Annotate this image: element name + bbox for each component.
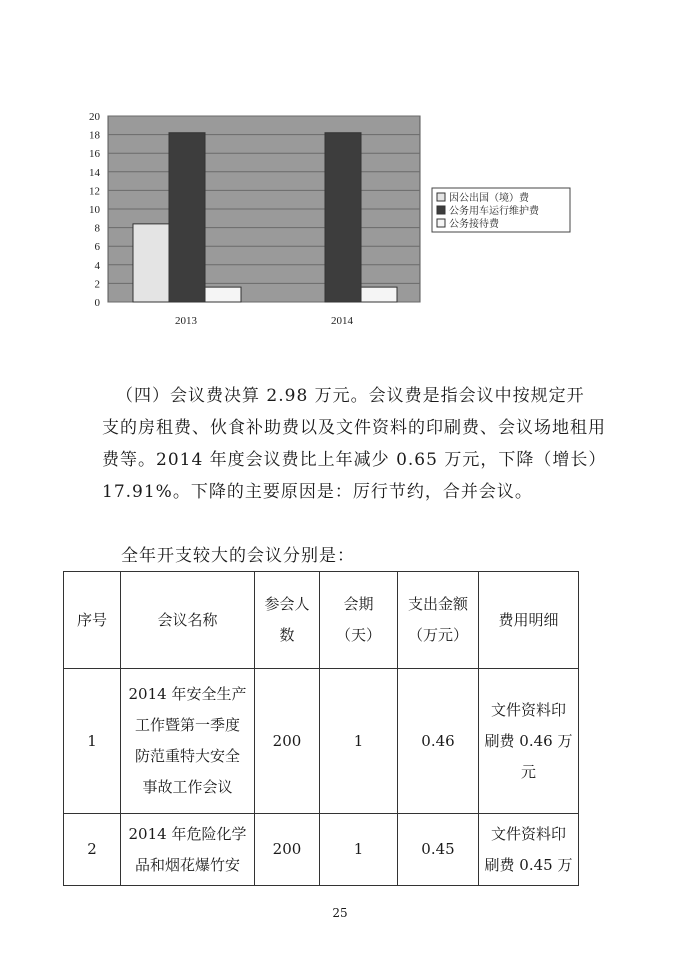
table-header-row [64,572,579,669]
header-text: 费用明细 [498,610,559,629]
legend-label: 因公出国（境）费 [449,193,529,204]
cell-text: 刷费 0.46 万 [484,731,573,750]
cell-text: 工作暨第一季度 [134,716,240,734]
header-text: 支出金额 [407,595,468,613]
table-row [64,814,579,886]
legend-swatch [437,219,445,227]
bar [205,287,241,302]
bar [169,133,205,302]
y-tick-label: 10 [89,204,100,216]
header-name [121,572,255,669]
cell-days: 1 [320,669,398,814]
legend-label: 公务用车运行维护费 [449,206,539,217]
page-number: 25 [332,906,348,920]
cell-text: 文件资料印 [490,700,566,719]
table-intro: 全年开支较大的会议分别是： [121,546,355,566]
cell-text: 元 [520,762,536,781]
legend-label: 公务接待费 [449,219,499,230]
header-text: 会期 [343,595,374,613]
x-axis-ticks [175,315,354,327]
cell-name [121,669,255,814]
y-tick-label: 18 [89,129,100,142]
y-axis-ticks [89,111,101,309]
table-row [64,669,579,814]
cell-days: 1 [320,814,398,886]
y-tick-label: 12 [89,185,100,198]
header-text: 序号 [76,610,107,629]
header-amount [398,572,479,669]
cell-text: 刷费 0.45 万 [484,855,573,874]
x-tick-label: 2013 [175,315,197,327]
y-tick-label: 0 [94,297,100,309]
header-attendees [255,572,320,669]
bar [133,224,169,302]
y-tick-label: 2 [94,278,100,291]
paragraph-line: （四）会议费决算 2.98 万元。会议费是指会议中按规定开 [116,386,585,406]
cell-no: 2 [64,814,121,886]
cell-attendees: 200 [255,814,320,886]
bar [325,133,361,302]
bar [361,287,397,302]
cell-detail [479,669,579,814]
expense-bar-chart [60,100,580,335]
legend-swatch [437,206,445,214]
header-text: （万元） [407,626,468,644]
meeting-table [63,571,579,886]
header-text: 参会人 [264,595,310,613]
cell-amount: 0.45 [398,814,479,886]
header-days [320,572,398,669]
legend [432,188,570,232]
x-tick-label: 2014 [331,315,353,327]
y-tick-label: 8 [94,222,100,235]
y-tick-label: 14 [89,166,100,179]
paragraph-line: 17.91%。下降的主要原因是：厉行节约，合并会议。 [102,482,533,502]
y-tick-label: 4 [94,259,100,272]
y-tick-label: 20 [89,111,100,123]
header-no [64,572,121,669]
meeting-expense-paragraph [102,380,607,508]
cell-text: 2014 年危险化学 [128,824,247,843]
header-text: 会议名称 [157,610,218,629]
header-text: 数 [279,626,295,644]
cell-text: 事故工作会议 [142,778,233,796]
cell-text: 品和烟花爆竹安 [134,855,240,874]
y-tick-label: 6 [94,241,100,254]
y-tick-label: 16 [89,148,100,161]
cell-amount: 0.46 [398,669,479,814]
cell-text: 2014 年安全生产 [128,685,247,703]
cell-name [121,814,255,886]
header-text: （天） [335,626,381,644]
legend-swatch [437,193,445,201]
cell-text: 防范重特大安全 [134,747,240,765]
cell-attendees: 200 [255,669,320,814]
cell-detail [479,814,579,886]
header-detail [479,572,579,669]
cell-text: 文件资料印 [490,824,566,843]
cell-no: 1 [64,669,121,814]
paragraph-line: 费等。2014 年度会议费比上年减少 0.65 万元，下降（增长） [102,450,607,470]
paragraph-line: 支的房租费、伙食补助费以及文件资料的印刷费、会议场地租用 [102,418,606,438]
